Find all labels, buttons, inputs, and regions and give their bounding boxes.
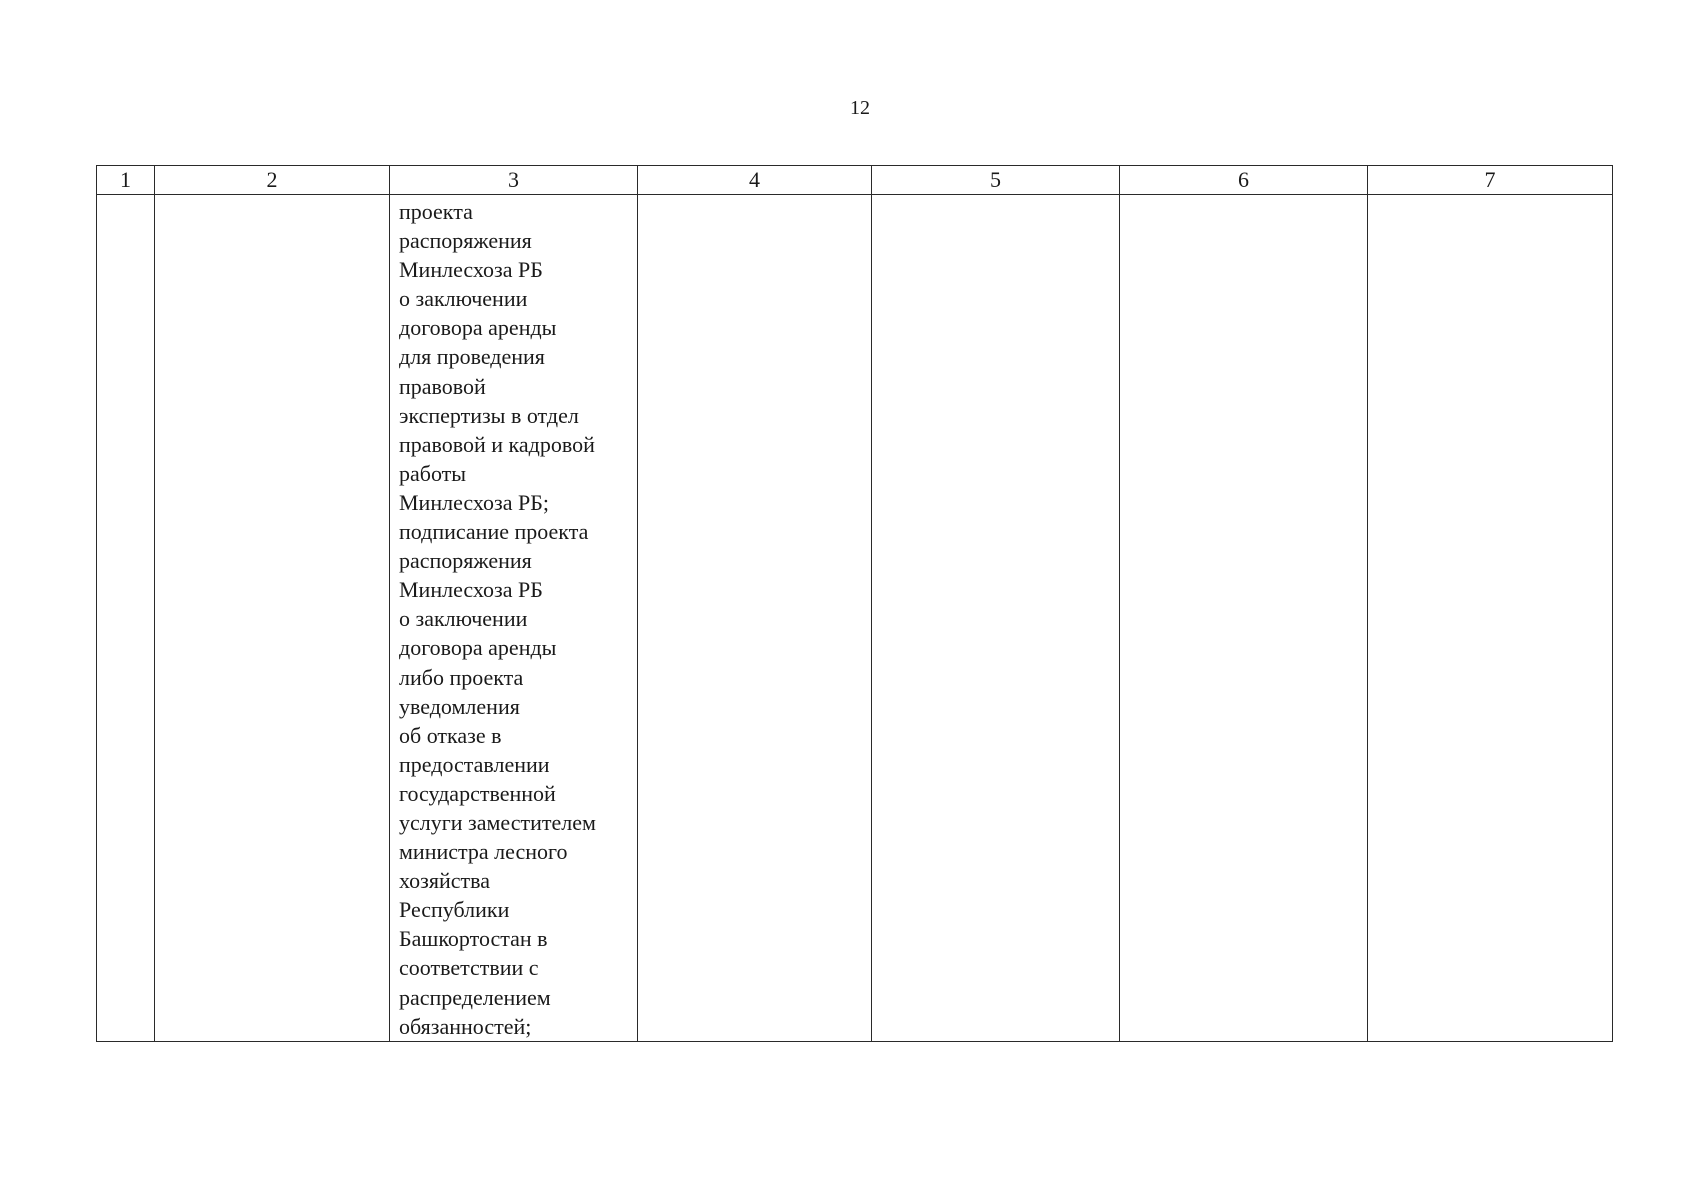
- cell-col2: [155, 195, 390, 1042]
- header-row: [97, 166, 1613, 195]
- page-number: 12: [850, 97, 870, 119]
- column-header-2: 2: [155, 166, 390, 195]
- cell-col7: [1368, 195, 1613, 1042]
- cell-col6: [1120, 195, 1368, 1042]
- column-header-3: 3: [390, 166, 638, 195]
- column-header-7: 7: [1368, 166, 1613, 195]
- table-row: [97, 195, 1613, 1042]
- cell-col1: [97, 195, 155, 1042]
- procedure-table: [96, 165, 1613, 1042]
- column-header-4: 4: [638, 166, 872, 195]
- column-header-5: 5: [872, 166, 1120, 195]
- column-header-6: 6: [1120, 166, 1368, 195]
- column-header-1: 1: [97, 166, 155, 195]
- cell-col3: [390, 195, 638, 1042]
- cell-col4: [638, 195, 872, 1042]
- procedure-description: проекта распоряжения Минлесхоза РБ о заключении договора аренды для проведения правовой экспертизы в отдел правовой и кадровой работы Минлесхоза РБ; подписание проекта распоряжения Минлесхоза РБ о заключении договора аренды либо проекта уведомления об отказе в предоставлении государственной услуги заместителем министра лесного хозяйства Республики Башкортостан в соответствии с распределением обязанностей;: [399, 199, 596, 1039]
- cell-col5: [872, 195, 1120, 1042]
